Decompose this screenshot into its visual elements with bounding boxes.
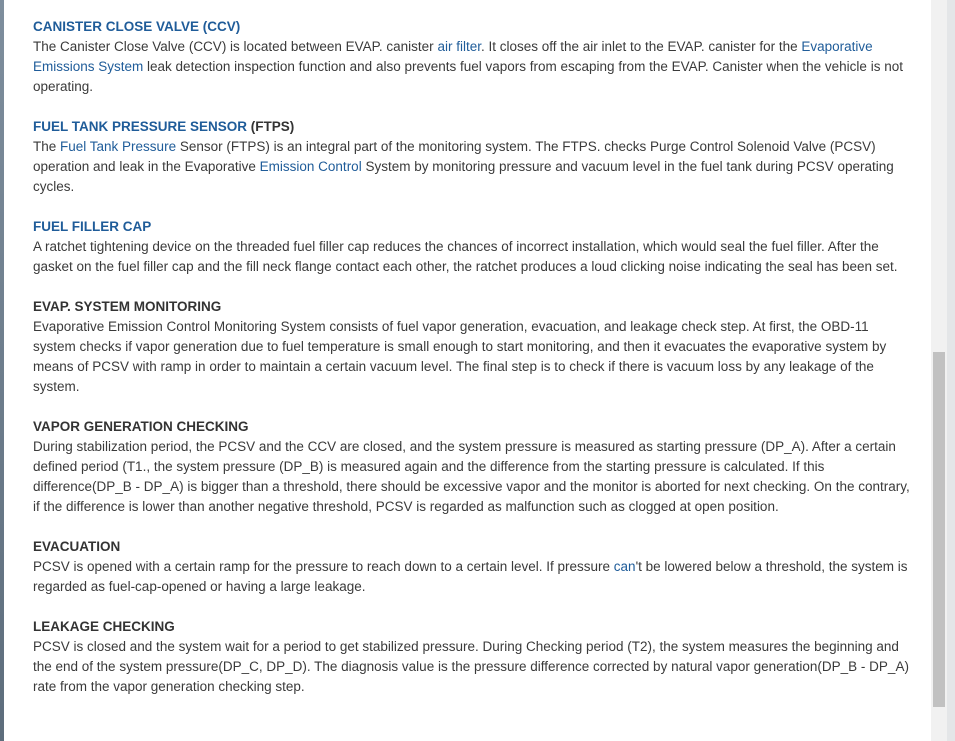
section-body: Evaporative Emission Control Monitoring System consists of fuel vapor generation, evacuation, and leakage check step. At first, the OBD-11 system checks if vapor generation due to fuel temperature is small enough to start monitoring, and then it evacuates the evaporative system by means of PCSV with ramp in order to maintain a certain vacuum level. The final step is to check if there is vacuum loss by any leakage of the system. xyxy=(33,319,887,394)
section-heading: LEAKAGE CHECKING xyxy=(33,619,175,634)
body-text: leak detection inspection function and also prevents fuel vapors from escaping from the EVAP. Canister when the vehicle is not operating. xyxy=(33,59,903,94)
section-ccv xyxy=(33,17,911,97)
body-text: PCSV is opened with a certain ramp for the pressure to reach down to a certain level. If pressure xyxy=(33,559,614,574)
article-content xyxy=(4,0,931,697)
body-text: The Canister Close Valve (CCV) is located between EVAP. canister xyxy=(33,39,438,54)
can-link[interactable]: can xyxy=(613,559,636,574)
heading-title: CANISTER CLOSE VALVE xyxy=(33,19,200,34)
body-text: 't be lowered below a threshold, the system is regarded as fuel-cap-opened or having a large leakage. xyxy=(33,559,908,594)
article-panel xyxy=(4,0,931,741)
section-heading: EVACUATION xyxy=(33,539,121,554)
body-text: The xyxy=(33,139,61,154)
heading-title: FUEL FILLER CAP xyxy=(33,219,152,234)
section-body: PCSV is closed and the system wait for a period to get stabilized pressure. During Checking period (T2), the system measures the beginning and the end of the system pressure(DP_C, DP_D). The diagnosis value is the pressure difference corrected by natural vapor generation(DP_B - DP_A) rate from the vapor generation checking step. xyxy=(33,639,909,694)
section-leakage-checking xyxy=(33,617,911,697)
heading-abbreviation: (CCV) xyxy=(202,19,241,34)
window-edge xyxy=(947,0,955,741)
section-body xyxy=(33,557,911,597)
fuel-tank-pressure-link[interactable]: Fuel Tank Pressure xyxy=(60,139,177,154)
section-heading: EVAP. SYSTEM MONITORING xyxy=(33,299,222,314)
air-filter-link[interactable]: air filter xyxy=(437,39,481,54)
section-heading xyxy=(33,117,911,137)
body-text: Sensor (FTPS) is an integral part of the monitoring system. The FTPS. checks Purge Control Solenoid Valve (PCSV) operation and leak in the Evaporative xyxy=(33,139,876,174)
vertical-scrollbar[interactable] xyxy=(931,0,955,741)
section-body xyxy=(33,137,911,197)
heading-abbreviation: (FTPS) xyxy=(250,119,295,134)
scrollbar-thumb[interactable] xyxy=(933,352,945,707)
section-evap-monitoring xyxy=(33,297,911,397)
section-heading: VAPOR GENERATION CHECKING xyxy=(33,419,249,434)
section-evacuation xyxy=(33,537,911,597)
section-heading xyxy=(33,217,911,237)
evaporative-emissions-system-link[interactable]: Evaporative Emissions System xyxy=(33,39,873,74)
emission-control-link[interactable]: Emission Control xyxy=(259,159,362,174)
section-vapor-generation xyxy=(33,417,911,517)
section-body xyxy=(33,37,911,97)
body-text: System by monitoring pressure and vacuum level in the fuel tank during PCSV operating cycles. xyxy=(33,159,894,194)
heading-title: FUEL TANK PRESSURE SENSOR xyxy=(33,119,248,134)
section-fuel-filler-cap xyxy=(33,217,911,277)
section-heading xyxy=(33,17,911,37)
section-body: During stabilization period, the PCSV and the CCV are closed, and the system pressure is measured as starting pressure (DP_A). After a certain defined period (T1., the system pressure (DP_B) is measured again and the difference from the starting pressure is calculated. If this difference(DP_B - DP_A) is bigger than a threshold, there should be excessive vapor and the monitor is aborted for next checking. On the contrary, if the difference is lower than another negative threshold, PCSV is regarded as malfunction such as clogged at open position. xyxy=(33,439,910,514)
body-text: . It closes off the air inlet to the EVAP. canister for the xyxy=(480,39,802,54)
section-body: A ratchet tightening device on the threaded fuel filler cap reduces the chances of incorrect installation, which would seal the fuel filler. After the gasket on the fuel filler cap and the fill neck flange contact each other, the ratchet produces a loud clicking noise indicating the seal has been set. xyxy=(33,239,898,274)
section-ftps xyxy=(33,117,911,197)
